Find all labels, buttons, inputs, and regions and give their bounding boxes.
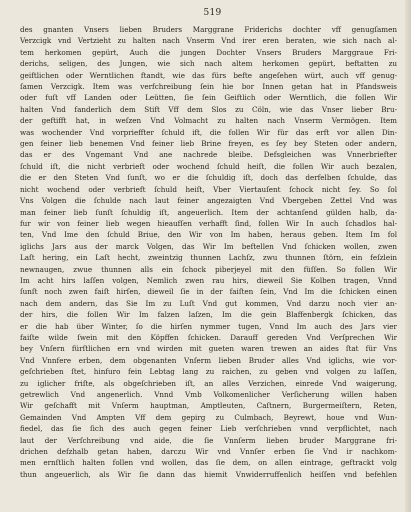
text-line: iglichs Jars aus der marck Volgen, das Wir Im beftellen Vnd ſchicken wollen, zwen	[20, 241, 397, 251]
text-line: geſchrieben ſtet, hinfuro fein Lebtag lang zu raichen, zu geben vnd volgen zu laſſen,	[20, 367, 397, 377]
text-line: Verzcigk vnd Vertzieht zu halten nach Vnserm Vnd irer eren beraten, wie sich nach al-	[20, 36, 397, 46]
text-line: das er des Vngemant Vnd ane nachrede bleibe. Defsgleichen was Vnnerbriefter	[20, 150, 397, 160]
text-line: fiedel, das ſie ſich des auch gegen feiner Lieb verſchrieben vnnd verpflichtet, nach	[20, 424, 397, 434]
text-line: der geftifft hat, in weſzen Vnd Volmacht zu halten nach Vnserm Vermögen. Item	[20, 116, 397, 126]
text-line: laut der Verſchreibung vnd aide, die ſie Vnnſerm lieben bruder Marggrane fri-	[20, 435, 397, 445]
text-line: thun angeuerlich, als Wir ſie dann das hiemit Vnwiderruffenlich heiſſen vnd befehlen	[20, 469, 397, 479]
text-line: Gemainden Vnd Ampten Vff dem gepirg zu Culmbach, Beyrewt, houe vnd Wun-	[20, 412, 397, 422]
text-line: oder fuſt vff Landen oder Leütten, ſie ſein Geiftlich oder Werntlich, die follen Wir	[20, 93, 397, 103]
text-line: tem herkomen gepürt, Auch die jungen Dochter Vnsers Bruders Marggraue Fri-	[20, 47, 397, 57]
text-line: ſamen Verzcigk. Item was verfchreibung ſein hie bor Innen getan hat in Pfandsweis	[20, 82, 397, 92]
text-line: faiſte wilde ſwein mit den Köpffen ſchicken. Darauff gereden Vnd Verſprechen Wir	[20, 332, 397, 342]
text-line: nicht wochend oder verbrieft ſchuld heiſt, Vber Viertauſent ſchock nicht ſey. So ſol	[20, 184, 397, 194]
text-line: der hirs, die follen Wir Im falzen laſzen, Im die gein Blaffenbergk ſchicken, das	[20, 310, 397, 320]
text-line: nach dem andern, das Sie Im zu Luſt Vnd gut kommen, Vnd darzu noch vier an-	[20, 298, 397, 308]
text-line: getrewlich Vnd angenerlich. Vnnd Vmb Volkomenlicher Verſicherung willen haben	[20, 390, 397, 399]
text-line: des gnanten Vnsers lieben Bruders Marggrane Friderichs dochter vff genugſamen	[20, 25, 397, 34]
text-line: die er den Steten Vnd ſunſt, wo er die ſchuldig iſt, doch das derfelben ſchulde, das	[20, 173, 397, 183]
text-line: derichs, seligen, des Jungen, wie sich nach altem herkomen gepürt, beftatten zu	[20, 59, 397, 69]
text-line: geiftlichen oder Werntlichen ftandt, wie das fürs befte angeſehen würt, auch vff genug-	[20, 70, 397, 80]
text-line: drichen defzhalb getan haben, darczu Wir vnd Vnnſer erben ſie Vnd ir nachkom-	[20, 447, 397, 457]
text-line: zu iglicher friſte, als obgeſchrieben iſt, an alles Verzichen, einrede Vnd waigerung,	[20, 378, 397, 388]
text-line: Laſt hering, ein Laſt hecht, zweintzig thunnen Lachſz, zwu thunnen ſtörn, ein feſzlein	[20, 253, 397, 263]
body-text	[20, 24, 397, 480]
text-line: was wochender Vnd vorprieffter ſchuld ift, die follen Wir für das erft vor allen Din-	[20, 127, 397, 137]
text-line: Vnd Vnnfere erben, dem obgenanten Vnſerm lieben Bruder alles Vnd iglichs, wie vor-	[20, 355, 397, 365]
text-line: man feiner lieb ſunſt ſchuldig iſt, angeuerlich. Item der achtanſend gülden halb, da-	[20, 207, 397, 217]
text-line: Wir geſchafft mit Vnſerm hauptman, Amptleuten, Caſtnern, Burgermeiſtern, Reten,	[20, 401, 397, 411]
text-line: Vns Volgen die ſchulde nach laut feiner angezaigten Vnd Vbergeben Zettel Vnd was	[20, 196, 397, 206]
text-line: men ernſtlich halten follen vnd wollen, das ſie dem, on allen eintrage, geftrackt volg	[20, 458, 397, 468]
text-line: er die hab über Winter, ſo die hirſen nymmer tugen, Vnnd Im auch des Jars vier	[20, 321, 397, 331]
text-line: bey Vnſern fürſtlichen ern vnd wirden mit gueten waren trewen an aides ſtat für Vns	[20, 344, 397, 354]
text-line: Im acht hirs laſſen volgen, Nemlich zwen rau hirs, dieweil Sie Kolben tragen, Vnnd	[20, 275, 397, 285]
text-line: gen feiner lieb benemen Vnd feiner lieb Brine freyen, es ſey bey Steten oder andern,	[20, 139, 397, 149]
page-number: 519	[203, 8, 222, 18]
text-line: ſchuld iſt, die nicht verbrieft oder wochend ſchuld heiſt, die follen Wir auch bezalen,	[20, 161, 397, 171]
text-line: halten Vnd fanderlich dem Stift Vff dem Slos zu Cöln, wie das Vnser lieber Bru-	[20, 104, 397, 114]
text-line: ten, Vnd Ime den ſchuld Briue, den Wir von Im haben, heraus geben. Item Im fol	[20, 230, 397, 240]
page-edge-shadow	[405, 0, 411, 512]
text-line: fur wir von feiner lieb wegen hieaufſen verhafft ſind, follen Wir In auch ſchadlos hal-	[20, 218, 397, 228]
text-line: newnaugen, zwue thunnen alls ein ſchock piberjeyel mit den füſſen. So follen Wir	[20, 264, 397, 274]
text-line: ſunſt noch zwen faiſt hirſen, dieweil ſie in der faiſten ſein, Vnd Im die ſchicken einen	[20, 287, 397, 297]
